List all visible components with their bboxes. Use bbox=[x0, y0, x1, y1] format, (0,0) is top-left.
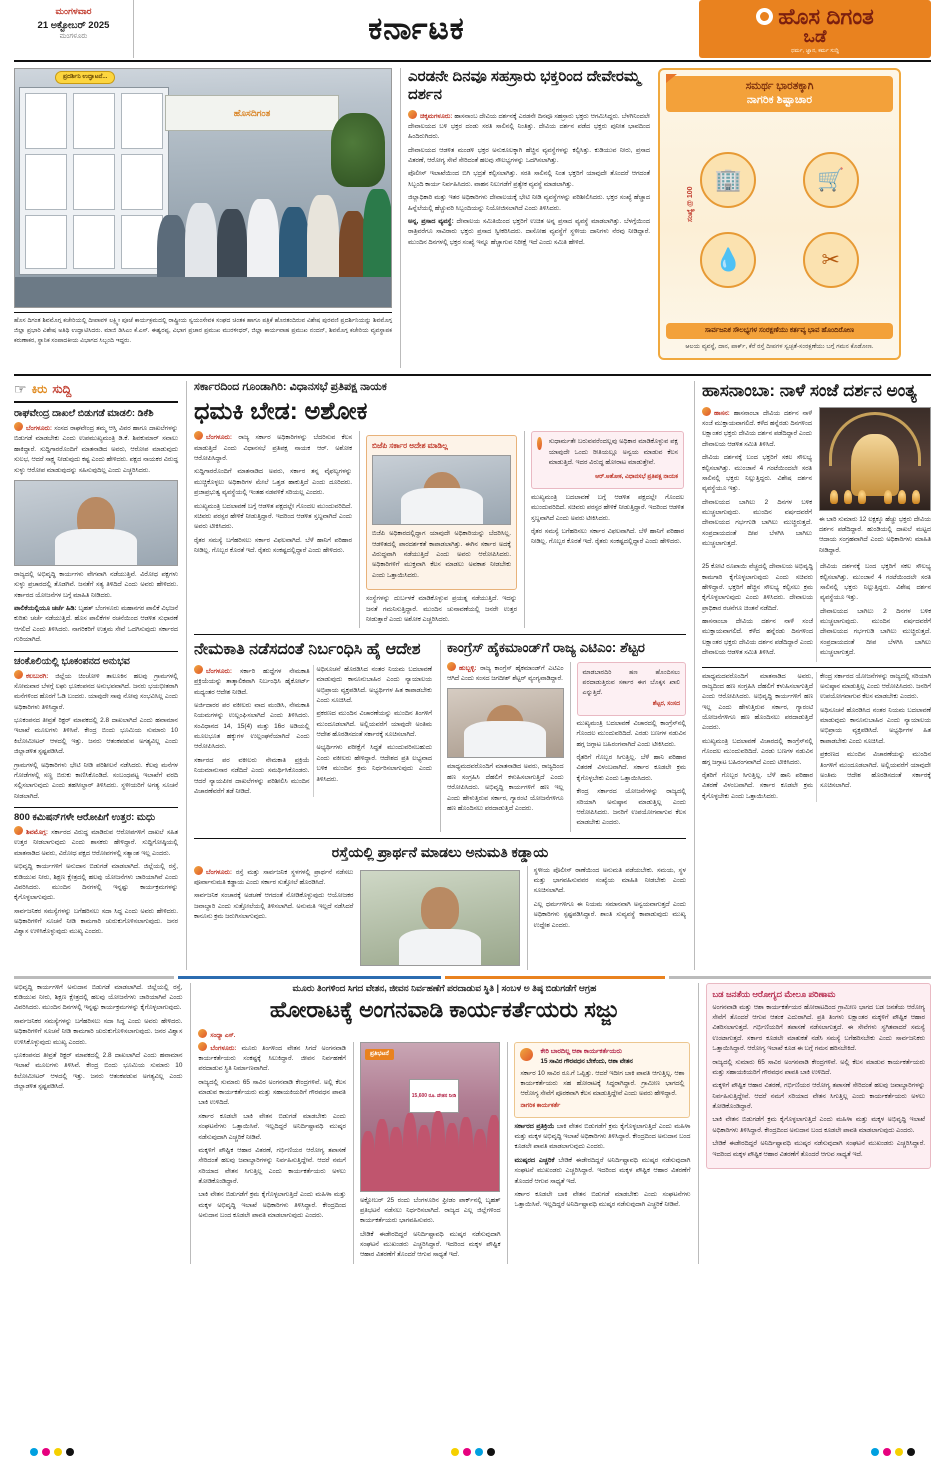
bench-icon: 🛒 bbox=[803, 152, 859, 208]
anganwadi-para-6: ಬೇಡಿಕೆ ಈಡೇರದಿದ್ದರೆ ಅನಿರ್ದಿಷ್ಟಾವಧಿ ಮುಷ್ಕರ ನಡೆಸುವುದಾಗಿ ಸಂಘಟನೆ ಮುಖಂಡರು ಎಚ್ಚರಿಸಿದ್ದಾರೆ. ಇದರಿಂದ ಮಕ್ಕಳ ಪೌಷ್ಟಿಕ ಆಹಾರ ವಿತರಣೆಗೆ ತೊಂದರೆ ಆಗುವ ಸಾಧ್ಯತೆ ಇದೆ. bbox=[359, 1230, 501, 1259]
health-impact-box bbox=[706, 983, 931, 1169]
congress-atm-story bbox=[440, 640, 686, 831]
congress-para-0: ರಾಜ್ಯ ಕಾಂಗ್ರೆಸ್ ಹೈಕಮಾಂಡ್‌ಗೆ ಎಟಿಎಂ ಆಗಿದೆ ಎಂದು ಸಂಸದ ಜಗದೀಶ್ ಶೆಟ್ಟರ್ ವ್ಯಂಗ್ಯವಾಡಿದ್ದಾರೆ. bbox=[447, 664, 564, 683]
bullet-icon bbox=[194, 431, 203, 440]
kiru-item-2-body: ಸರ್ಕಾರದ ವಿರುದ್ಧ ಮಾಡಿರುವ ಆರೋಪಗಳಿಗೆ ದಾಖಲೆ ಸಹಿತ ಉತ್ತರ ನೀಡಲಾಗುವುದು ಎಂದು ಶಾಸಕರು ಹೇಳಿದ್ದಾರೆ. ಸುದ್ದಿಗೋಷ್ಠಿಯಲ್ಲಿ ಮಾತನಾಡಿದ ಅವರು, ವಿರೋಧ ಪಕ್ಷದ ಆರೋಪಗಳಲ್ಲಿ ಸತ್ಯಾಂಶ ಇಲ್ಲ ಎಂದರು. bbox=[14, 829, 178, 857]
water-tap-icon: 💧 bbox=[700, 232, 756, 288]
temple-photo bbox=[819, 407, 931, 511]
nemakati-headline: ನೇಮಕಾತಿ ನಡೆಸದಂತೆ ನಿರ್ಬಂಧಿಸಿ ಹೈ ಆದೇಶ bbox=[194, 641, 421, 659]
main-kicker: ಸರ್ಕಾರದಿಂದ ಗೂಂಡಾಗಿರಿ: ವಿಧಾನಸಭೆ ಪ್ರತಿಪಕ್ಷ ನಾಯಕ bbox=[194, 381, 387, 393]
dotset-left bbox=[30, 1448, 74, 1456]
anganwadi-sub-body-1: ಬೇಡಿಕೆ ಈಡೇರದಿದ್ದರೆ ಅನಿರ್ದಿಷ್ಟಾವಧಿ ಮುಷ್ಕರ ನಡೆಸುವುದಾಗಿ ಸಂಘಟನೆ ಮುಖಂಡರು ಎಚ್ಚರಿಸಿದ್ದಾರೆ. ಇದರಿಂದ ಮಕ್ಕಳ ಪೌಷ್ಟಿಕ ಆಹಾರ ವಿತರಣೆಗೆ ತೊಂದರೆ ಆಗುವ ಸಾಧ್ಯತೆ ಇದೆ. bbox=[514, 1156, 691, 1185]
devi-byline: ಚಿಕ್ಕಮಗಳೂರು: bbox=[420, 112, 453, 120]
civic-ad[interactable] bbox=[658, 68, 901, 360]
health-box-head: ಬಡ ಜನತೆಯ ಆರೋಗ್ಯದ ಮೇಲೂ ಪರಿಣಾಮ bbox=[712, 988, 836, 999]
main-byline: ಬೆಂಗಳೂರು: bbox=[206, 434, 232, 442]
hasanamba-headline: ಹಾಸನಾಂಬಾ: ನಾಳೆ ಸಂಜೆ ದರ್ಶನ ಅಂತ್ಯ bbox=[702, 381, 917, 400]
kiru-item-1-body2: ಭೂಕಂಪನದ ತೀವ್ರತೆ ರಿಕ್ಟರ್ ಮಾಪಕದಲ್ಲಿ 2.8 ದಾಖಲಾಗಿದೆ ಎಂದು ಹವಾಮಾನ ಇಲಾಖೆ ಮೂಲಗಳು ತಿಳಿಸಿವೆ. ಕೇಂದ್ರ ಬಿಂದು ಭೂಮಿಯ ಸುಮಾರು 10 ಕಿಲೋಮೀಟರ್ ಆಳದಲ್ಲಿ ಇತ್ತು. ಜನರು ಆತಂಕಪಡುವ ಅಗತ್ಯವಿಲ್ಲ ಎಂದು ಜಿಲ್ಲಾಡಳಿತ ಸ್ಪಷ್ಟಪಡಿಸಿದೆ. bbox=[14, 717, 178, 756]
prayer-photo-col bbox=[360, 866, 519, 970]
main-quote-text: ಸುಧಾರ್ಮತೇ ಬರುವವರೆಂದಲ್ಲವು ಅಧಿಕಾರ ಮಾಡಿಕೊಳ್ಳುವ ಪಕ್ಷ ಯಾವುದೇ ಒಂದು ರೀತಿಯಲ್ಲೂ ಅನ್ವಯ ಮಾಡುವ ಕೆಲಸ ಮಾಡುತ್ತಿದೆ. ಇದರ ವಿರುದ್ಧ ಹೋರಾಟ ಮಾಡುತ್ತೇವೆ. bbox=[548, 438, 678, 467]
asha-box-lead: 15 ಸಾವಿರ ಗೌರವಧನ ಬೇಕೆಂದು, ಆಶಾ ವೇತನ bbox=[540, 1057, 633, 1065]
anganwadi-sub-body-0: ಬಾಕಿ ವೇತನ ಬಿಡುಗಡೆಗೆ ಕ್ರಮ ಕೈಗೊಳ್ಳಲಾಗುತ್ತಿದೆ ಎಂದು ಮಹಿಳಾ ಮತ್ತು ಮಕ್ಕಳ ಅಭಿವೃದ್ಧಿ ಇಲಾಖೆ ಅಧಿಕಾರಿಗಳು ತಿಳಿಸಿದ್ದಾರೆ. ಕೇಂದ್ರದಿಂದ ಅನುದಾನ ಬಂದ ಕೂಡಲೇ ಪಾವತಿ ಮಾಡಲಾಗುವುದು ಎಂದರು. bbox=[514, 1122, 691, 1151]
congress-byline: ಹುಬ್ಬಳ್ಳಿ: bbox=[459, 664, 477, 672]
nemakati-para-1: ಅರ್ಜಿದಾರರ ಪರ ವಕೀಲರು ವಾದ ಮಂಡಿಸಿ, ನೇಮಕಾತಿ ನಿಯಮಗಳನ್ನು ಉಲ್ಲಂಘಿಸಲಾಗಿದೆ ಎಂದು ತಿಳಿಸಿದರು. ಸಂವಿಧಾನದ 14, 15(4) ಮತ್ತು 16ರ ಅಡಿಯಲ್ಲಿ ಮೂಲಭೂತ ಹಕ್ಕುಗಳ ಉಲ್ಲಂಘನೆಯಾಗಿದೆ ಎಂದು ಆರೋಪಿಸಿದರು. bbox=[194, 701, 310, 751]
kiru-item-0-body2: ರಾಜ್ಯದಲ್ಲಿ ಅಭಿವೃದ್ಧಿ ಕಾರ್ಯಗಳು ವೇಗವಾಗಿ ನಡೆಯುತ್ತಿವೆ. ವಿರೋಧ ಪಕ್ಷಗಳು ಸುಳ್ಳು ಪ್ರಚಾರದಲ್ಲಿ ತೊಡಗಿವೆ. ಜನತೆಗೆ ಸತ್ಯ ತಿಳಿದಿದೆ ಎಂದು ಅವರು ಹೇಳಿದರು. ಸರ್ಕಾರದ ಯೋಜನೆಗಳ ಬಗ್ಗೆ ಮಾಹಿತಿ ನೀಡಿದರು. bbox=[14, 570, 178, 599]
hasanamba-col-2 bbox=[819, 407, 931, 560]
advertisement-column bbox=[658, 68, 901, 368]
photo-tag: ಪ್ರತಿಭಟನೆ bbox=[365, 1049, 394, 1060]
devi-para-0: ಹಾಸನಾಂಬ ದೇವಿಯ ದರ್ಶನಕ್ಕೆ ಎರಡನೇ ದಿನವೂ ಸಹಸ್ರಾರು ಭಕ್ತರು ಆಗಮಿಸಿದ್ದರು. ಬೆಳಗಿನಿಂದಲೇ ದೇವಾಲಯದ ಬಳಿ ಭಕ್ತರ ದಂಡು ಸರತಿ ಸಾಲಿನಲ್ಲಿ ನಿಂತಿತ್ತು. ದೇವಿಯ ದರ್ಶನ ಪಡೆದ ಭಕ್ತರು ಪುನೀತ ಭಾವದಿಂದ ಹಿಂದಿರುಗಿದರು. bbox=[408, 112, 650, 141]
hasanamba-extra-3: ಕೇಂದ್ರ ಸರ್ಕಾರದ ಯೋಜನೆಗಳನ್ನು ರಾಜ್ಯದಲ್ಲಿ ಸರಿಯಾಗಿ ಅನುಷ್ಠಾನ ಮಾಡುತ್ತಿಲ್ಲ ಎಂದು ಆರೋಪಿಸಿದರು. ಜನರಿಗೆ ಉಪಯೋಗವಾಗುವ ಕೆಲಸ ಮಾಡಬೇಕು ಎಂದರು. bbox=[820, 672, 931, 701]
photo-caption: ಹೊಸ ದಿಗಂತ ಶಿವಮೊಗ್ಗ ಕಚೇರಿಯಲ್ಲಿ ದೀಪಾವಳಿ ಲಕ್ಷ್ಮೀ ಪೂಜೆ ಕಾರ್ಯಕ್ರಮದಲ್ಲಿ ರಾಷ್ಟ್ರೀಯ ಸ್ವಯಂಸೇವಕ ಸಂಘದ ಚಿಂತಕ ಹಾಗೂ ಪತ್ರಿಕೆ ಹೊರತಂದಿರುವ ವಿಶೇಷ ಪುರವಣಿ ಪ್ರದರ್ಶಿನಿಯನ್ನು ಶಿವಮೊಗ್ಗ ಜಿಲ್ಲಾ ಪ್ರಭಾರಿ ವಿಶೇಷ ಅತಿಥಿ ಉದ್ಘಾಟಿಸಿದರು. ಮಾಜಿ ಡಿಸಿಎಂ ಕೆ.ಎಸ್. ಈಶ್ವರಪ್ಪ, ವಿಭಾಗ ಪ್ರಚಾರ ಪ್ರಮುಖ ಮುರಳೀಧರ್, ಜಿಲ್ಲಾ ಕಾರ್ಯವಾಹ ಪ್ರಮುಖ ನಂದನ್, ಶಿವಮೊಗ್ಗ ಕಚೇರಿಯ ವ್ಯವಸ್ಥಾಪಕ ಕರುಣಾಕರ, ಸ್ಥಾನಿಕ ಸಂಪಾದಕೀಯ ವಿಭಾಗದ ಸಿಬ್ಬಂದಿ ಇದ್ದರು. bbox=[14, 312, 392, 345]
shettar-photo bbox=[447, 688, 564, 758]
hasanamba-extra-2: ರೈತರಿಗೆ ಗೊಬ್ಬರ ಸಿಗುತ್ತಿಲ್ಲ. ಬೆಳೆ ಹಾನಿ ಪರಿಹಾರ ವಿತರಣೆ ವಿಳಂಬವಾಗಿದೆ. ಸರ್ಕಾರ ಕೂಡಲೇ ಕ್ರಮ ಕೈಗೊಳ್ಳಬೇಕು ಎಂದು ಒತ್ತಾಯಿಸಿದರು. bbox=[702, 771, 813, 800]
brand-logo[interactable] bbox=[699, 0, 931, 58]
kiru-item-2 bbox=[14, 812, 178, 938]
hasanamba-para-0b: ಹಾಸನಾಂಬಾ ದೇವಿಯ ದರ್ಶನ ನಾಳೆ ಸಂಜೆ ಮುಕ್ತಾಯವಾಗಲಿದೆ. ಕಳೆದ ಹನ್ನೆರಡು ದಿನಗಳಿಂದ ಲಕ್ಷಾಂತರ ಭಕ್ತರು ದೇವಿಯ ದರ್ಶನ ಪಡೆದಿದ್ದಾರೆ ಎಂದು ದೇವಾಲಯ ಆಡಳಿತ ಸಮಿತಿ ತಿಳಿಸಿದೆ. bbox=[702, 618, 813, 657]
hasanamba-para-0: ಹಾಸನಾಂಬಾ ದೇವಿಯ ದರ್ಶನ ನಾಳೆ ಸಂಜೆ ಮುಕ್ತಾಯವಾಗಲಿದೆ. ಕಳೆದ ಹನ್ನೆರಡು ದಿನಗಳಿಂದ ಲಕ್ಷಾಂತರ ಭಕ್ತರು ದೇವಿಯ ದರ್ಶನ ಪಡೆದಿದ್ದಾರೆ ಎಂದು ದೇವಾಲಯ ಆಡಳಿತ ಸಮಿತಿ ತಿಳಿಸಿದೆ. bbox=[702, 409, 812, 448]
dotset-right bbox=[871, 1448, 915, 1456]
main-text-col-2 bbox=[359, 431, 517, 628]
kiru-item-0-subhead: ಪಾಲಿಕೆಯಲ್ಲಿಯೂ ಚರ್ಚೆ ಹಿಡಿ: bbox=[14, 605, 77, 612]
anganwadi-para-3: ಮಕ್ಕಳಿಗೆ ಪೌಷ್ಟಿಕ ಆಹಾರ ವಿತರಣೆ, ಗರ್ಭಿಣಿಯರ ಆರೋಗ್ಯ ತಪಾಸಣೆ ಸೇರಿದಂತೆ ಹಲವು ಜವಾಬ್ದಾರಿಗಳನ್ನು ನಿರ್ವಹಿಸುತ್ತಿದ್ದೇವೆ. ಆದರೆ ನಮಗೆ ಸರಿಯಾದ ವೇತನ ಸಿಗುತ್ತಿಲ್ಲ ಎಂದು ಕಾರ್ಯಕರ್ತೆಯರು ಅಳಲು ತೋಡಿಕೊಂಡಿದ್ದಾರೆ. bbox=[198, 1146, 346, 1186]
hasanamba-para-3: ದೇವಾಲಯದ ಬಾಗಿಲು 2 ದಿನಗಳ ಬಳಿಕ ಮುಚ್ಚಲಾಗುವುದು. ಮುಂದಿನ ವರ್ಷದವರೆಗೆ ದೇವಾಲಯದ ಗರ್ಭಗುಡಿ ಬಾಗಿಲು ಮುಚ್ಚಿರುತ್ತದೆ. ಸಂಪ್ರದಾಯದಂತೆ ದೀಪ ಬೆಳಗಿಸಿ ಬಾಗಿಲು ಮುಚ್ಚಲಾಗುತ್ತದೆ. bbox=[702, 498, 812, 548]
protest-photo bbox=[360, 1042, 501, 1192]
main-para-dup-3: ರೈತರ ಸಮಸ್ಯೆ ಬಗೆಹರಿಸಲು ಸರ್ಕಾರ ವಿಫಲವಾಗಿದೆ. ಬೆಳೆ ಹಾನಿಗೆ ಪರಿಹಾರ ನೀಡಿಲ್ಲ. ಗೊಬ್ಬರ ಕೊರತೆ ಇದೆ. ರೈತರು ಸಂಕಷ್ಟದಲ್ಲಿದ್ದಾರೆ ಎಂದು ಹೇಳಿದರು. bbox=[531, 527, 684, 546]
bjp-box-head: ಬಿಜೆಪಿ ಸರ್ಕಾರ ಅದೇಶ ಮಾಡಿಲ್ಲ bbox=[372, 441, 448, 451]
brand-tagline: ಧರ್ಮ, ಜ್ಞಾನ, ಕರ್ಮ ಸುದ್ದಿ bbox=[790, 47, 839, 54]
anganwadi-para-2: ಸರ್ಕಾರ ಕೂಡಲೇ ಬಾಕಿ ವೇತನ ಬಿಡುಗಡೆ ಮಾಡಬೇಕು ಎಂದು ಸಂಘಟನೆಗಳು ಒತ್ತಾಯಿಸಿವೆ. ಇಲ್ಲದಿದ್ದರೆ ಅನಿರ್ದಿಷ್ಟಾವಧಿ ಮುಷ್ಕರ ನಡೆಸುವುದಾಗಿ ಎಚ್ಚರಿಕೆ ನೀಡಿವೆ. bbox=[198, 1112, 346, 1141]
anganwadi-para-7: ಸರ್ಕಾರ ಕೂಡಲೇ ಬಾಕಿ ವೇತನ ಬಿಡುಗಡೆ ಮಾಡಬೇಕು ಎಂದು ಸಂಘಟನೆಗಳು ಒತ್ತಾಯಿಸಿವೆ. ಇಲ್ಲದಿದ್ದರೆ ಅನಿರ್ದಿಷ್ಟಾವಧಿ ಮುಷ್ಕರ ನಡೆಸುವುದಾಗಿ ಎಚ್ಚರಿಕೆ ನೀಡಿವೆ. bbox=[514, 1190, 691, 1209]
hasanamba-extra-1: ಮುಖ್ಯಮಂತ್ರಿ ಬದಲಾವಣೆ ವಿಚಾರದಲ್ಲಿ ಕಾಂಗ್ರೆಸ್‌ನಲ್ಲಿ ಗೊಂದಲ ಮುಂದುವರಿದಿದೆ. ಎರಡು ಬಣಗಳ ನಡುವಿನ ಹಗ್ಗ ಜಗ್ಗಾಟ ಬಹಿರಂಗವಾಗಿದೆ ಎಂದು ಟೀಕಿಸಿದರು. bbox=[702, 737, 813, 766]
health-box-extra-2: ಬಾಕಿ ವೇತನ ಬಿಡುಗಡೆಗೆ ಕ್ರಮ ಕೈಗೊಳ್ಳಲಾಗುತ್ತಿದೆ ಎಂದು ಮಹಿಳಾ ಮತ್ತು ಮಕ್ಕಳ ಅಭಿವೃದ್ಧಿ ಇಲಾಖೆ ಅಧಿಕಾರಿಗಳು ತಿಳಿಸಿದ್ದಾರೆ. ಕೇಂದ್ರದಿಂದ ಅನುದಾನ ಬಂದ ಕೂಡಲೇ ಪಾವತಿ ಮಾಡಲಾಗುವುದು ಎಂದರು. bbox=[712, 1116, 925, 1134]
ad-icon-grid bbox=[666, 152, 893, 288]
broom-icon: ✂ bbox=[803, 232, 859, 288]
pointing-hand-icon: ☞ bbox=[14, 381, 27, 397]
anganwadi-para-5: ಅಕ್ಟೋಬರ್ 25 ರಂದು ಬೆಂಗಳೂರಿನ ಫ್ರೀಡಂ ಪಾರ್ಕ್‌ನಲ್ಲಿ ಬೃಹತ್ ಪ್ರತಿಭಟನೆ ನಡೆಸಲು ನಿರ್ಧರಿಸಲಾಗಿದೆ. ರಾಜ್ಯದ ಎಲ್ಲ ಜಿಲ್ಲೆಗಳಿಂದ ಕಾರ್ಯಕರ್ತೆಯರು ಭಾಗವಹಿಸುವರು. bbox=[359, 1196, 501, 1225]
page-title: ಕರ್ನಾಟಕ bbox=[368, 10, 465, 46]
nemakati-para-4: ಪ್ರಕರಣದ ಮುಂದಿನ ವಿಚಾರಣೆಯನ್ನು ಮುಂದಿನ ತಿಂಗಳಿಗೆ ಮುಂದೂಡಲಾಗಿದೆ. ಅಲ್ಲಿಯವರೆಗೆ ಯಾವುದೇ ಅಂತಿಮ ಆದೇಶ ಹೊರಡಿಸದಂತೆ ಸರ್ಕಾರಕ್ಕೆ ಸೂಚಿಸಲಾಗಿದೆ. bbox=[316, 710, 432, 739]
hasanamba-para-1: ದೇವಿಯ ದರ್ಶನಕ್ಕೆ ಬಂದ ಭಕ್ತರಿಗೆ ಸಕಲ ಸೌಲಭ್ಯ ಕಲ್ಪಿಸಲಾಗಿತ್ತು. ಮುಂಜಾನೆ 4 ಗಂಟೆಯಿಂದಲೇ ಸರತಿ ಸಾಲಿನಲ್ಲಿ ಭಕ್ತರು ನಿಲ್ಲುತ್ತಿದ್ದರು. ವಿಶೇಷ ದರ್ಶನ ವ್ಯವಸ್ಥೆಯೂ ಇತ್ತು. bbox=[702, 454, 812, 493]
kiru-item-0-head: ರಾಘವೇಂದ್ರ ದಾಖಲೆ ಬಿಡುಗಡೆ ಮಾಡಲಿ: ಡಿಕೆಶಿ bbox=[14, 408, 154, 419]
nemakati-story bbox=[194, 640, 432, 831]
kiru-suddi-column bbox=[14, 381, 178, 970]
nemakati-para-5: ಅಭ್ಯರ್ಥಿಗಳು ಪರೀಕ್ಷೆಗೆ ಸಿದ್ಧತೆ ಮುಂದುವರಿಸಬಹುದು ಎಂದು ವಕೀಲರು ಹೇಳಿದ್ದಾರೆ. ಆದೇಶದ ಪ್ರತಿ ಲಭ್ಯವಾದ ಬಳಿಕ ಮುಂದಿನ ಕ್ರಮ ನಿರ್ಧರಿಸಲಾಗುವುದು ಎಂದು ತಿಳಿಸಿದರು. bbox=[316, 744, 432, 783]
kiru-item-2-byline: ಶಿವಮೊಗ್ಗ: bbox=[26, 829, 48, 836]
hasanamba-extra-4: ಅಧಿಸೂಚನೆ ಹೊರಡಿಸಿದ ನಂತರ ನಿಯಮ ಬದಲಾವಣೆ ಮಾಡುವುದು ಕಾನೂನುಬಾಹಿರ ಎಂದು ನ್ಯಾಯಾಲಯ ಅಭಿಪ್ರಾಯ ವ್ಯಕ್ತಪಡಿಸಿದೆ. ಅಭ್ಯರ್ಥಿಗಳ ಹಿತ ಕಾಪಾಡಬೇಕು ಎಂದು ಸೂಚಿಸಿದೆ. bbox=[820, 706, 931, 745]
main-text-col-3 bbox=[524, 431, 684, 628]
kiru-item-1-head: ಚಂಕೊಲಿಯಲ್ಲಿ ಭೂಕಂಪನದ ಅನುಭವ bbox=[14, 655, 130, 667]
bullet-icon bbox=[194, 866, 203, 875]
devi-sub-head: ಅನ್ನ, ಪ್ರಸಾದ ವ್ಯವಸ್ಥೆ: bbox=[408, 217, 454, 225]
anganwadi-photo-col bbox=[353, 1042, 501, 1264]
devi-headline: ಎರಡನೇ ದಿನವೂ ಸಹಸ್ರಾರು ಭಕ್ತರಿಂದ ದೇವೇರಮ್ಮ ದರ್ಶನ bbox=[408, 68, 641, 104]
main-para-dup-2: ಮುಖ್ಯಮಂತ್ರಿ ಬದಲಾವಣೆ ಬಗ್ಗೆ ಆಡಳಿತ ಪಕ್ಷದಲ್ಲೇ ಗೊಂದಲ ಮುಂದುವರಿದಿದೆ. ಸಚಿವರು ಪರಸ್ಪರ ಹೇಳಿಕೆ ನೀಡುತ್ತಿದ್ದಾರೆ. ಇದರಿಂದ ಆಡಳಿತ ಸ್ತಬ್ಧವಾಗಿದೆ ಎಂದು ಅವರು ಟೀಕಿಸಿದರು. bbox=[531, 493, 684, 522]
ad-footer bbox=[666, 323, 893, 352]
prayer-story bbox=[194, 844, 686, 970]
hasanamba-col-1 bbox=[702, 407, 812, 560]
placard-text: 15,600 ರೂ. ವೇತನ ನೀಡಿ bbox=[411, 1092, 457, 1099]
congress-para-2: ಮುಖ್ಯಮಂತ್ರಿ ಬದಲಾವಣೆ ವಿಚಾರದಲ್ಲಿ ಕಾಂಗ್ರೆಸ್‌ನಲ್ಲಿ ಗೊಂದಲ ಮುಂದುವರಿದಿದೆ. ಎರಡು ಬಣಗಳ ನಡುವಿನ ಹಗ್ಗ ಜಗ್ಗಾಟ ಬಹಿರಂಗವಾಗಿದೆ ಎಂದು ಟೀಕಿಸಿದರು. bbox=[576, 719, 686, 748]
nemakati-para-2: ಸರ್ಕಾರದ ಪರ ವಕೀಲರು ನೇಮಕಾತಿ ಪ್ರಕ್ರಿಯೆ ನಿಯಮಾನುಸಾರ ನಡೆದಿದೆ ಎಂದು ಸಮರ್ಥಿಸಿಕೊಂಡರು. ಆದರೆ ನ್ಯಾಯಪೀಠ ದಾಖಲೆಗಳನ್ನು ಪರಿಶೀಲಿಸಿ ಮುಂದಿನ ವಿಚಾರಣೆವರೆಗೆ ತಡೆ ನೀಡಿದೆ. bbox=[194, 756, 310, 795]
kiru-item-0-body: ಸಂಸದ ರಾಘವೇಂದ್ರ ತಮ್ಮ ಆಸ್ತಿ ವಿವರ ಹಾಗೂ ದಾಖಲೆಗಳನ್ನು ಬಿಡುಗಡೆ ಮಾಡಬೇಕು ಎಂದು ಉಪಮುಖ್ಯಮಂತ್ರಿ ಡಿ.ಕೆ. ಶಿವಕುಮಾರ್ ಸವಾಲು ಹಾಕಿದ್ದಾರೆ. ಸುದ್ದಿಗಾರರೊಂದಿಗೆ ಮಾತನಾಡಿದ ಅವರು, ಆರೋಪ ಮಾಡುವುದು ಸುಲಭ, ಆದರೆ ಸಾಕ್ಷ್ಯ ನೀಡುವುದು ಕಷ್ಟ ಎಂದು ಹೇಳಿದರು. ಪಕ್ಷದ ನಾಯಕರ ವಿರುದ್ಧ ಸುಳ್ಳು ಆರೋಪ ಮಾಡುವುದನ್ನು ಸಹಿಸುವುದಿಲ್ಲ ಎಂದು ಎಚ್ಚರಿಸಿದರು. bbox=[14, 425, 178, 474]
anganwadi-box-col bbox=[507, 1042, 690, 1264]
ad-foot-bar: ಸಾರ್ವಜನಿಕ ಸೌಲಭ್ಯಗಳ ಸಂರಕ್ಷಣೆಯು ಕರ್ತವ್ಯ ಭಾವ ಹೊಂದಿರೋಣ bbox=[666, 323, 893, 340]
prayer-para-3: ಎಲ್ಲ ಧರ್ಮಗಳಿಗೂ ಈ ನಿಯಮ ಸಮಾನವಾಗಿ ಅನ್ವಯವಾಗುತ್ತದೆ ಎಂದು ಅಧಿಕಾರಿಗಳು ಸ್ಪಷ್ಟಪಡಿಸಿದ್ದಾರೆ. ಶಾಂತಿ ಸುವ್ಯವಸ್ಥೆ ಕಾಪಾಡುವುದು ಮುಖ್ಯ ಉದ್ದೇಶ ಎಂದರು. bbox=[533, 900, 686, 929]
main-quote-attrib: ಆರ್.ಅಶೋಕ, ವಿಧಾನಸಭೆ ಪ್ರತಿಪಕ್ಷ ನಾಯಕ bbox=[595, 473, 678, 480]
ad-heading bbox=[666, 76, 893, 112]
building-icon: 🏢 bbox=[700, 152, 756, 208]
prayer-headline: ರಸ್ತೆಯಲ್ಲಿ ಪ್ರಾರ್ಥನೆ ಮಾಡಲು ಅನುಮತಿ ಕಡ್ಡಾಯ bbox=[331, 843, 549, 860]
anganwadi-sub-head-1: ಮುಷ್ಕರದ ಎಚ್ಚರಿಕೆ bbox=[514, 1156, 555, 1164]
congress-para-4: ಕೇಂದ್ರ ಸರ್ಕಾರದ ಯೋಜನೆಗಳನ್ನು ರಾಜ್ಯದಲ್ಲಿ ಸರಿಯಾಗಿ ಅನುಷ್ಠಾನ ಮಾಡುತ್ತಿಲ್ಲ ಎಂದು ಆರೋಪಿಸಿದರು. ಜನರಿಗೆ ಉಪಯೋಗವಾಗುವ ಕೆಲಸ ಮಾಡಬೇಕು ಎಂದರು. bbox=[576, 788, 686, 827]
photo-badge: ಪ್ರದರ್ಶಿನಿ ಉದ್ಘಾಟನೆ... bbox=[55, 71, 115, 84]
kiru-title-b: ಸುದ್ದಿ bbox=[52, 382, 72, 396]
asha-box-tag: ನಾಗರಿಕ ಕಾರ್ಯಕರ್ತೆ bbox=[520, 1102, 561, 1109]
masthead bbox=[14, 0, 931, 62]
center-column bbox=[186, 381, 686, 970]
congress-quote-text: ಮಾಡಬಾರದಿರಿ ಹಣ ಹೊಂದಿಸಲು ಪರದಾಡುತ್ತಿರುವ ಸರ್ಕಾರ ಈಗ ಬೊಕ್ಕಸ ಖಾಲಿ ಎನ್ನುತ್ತಿದೆ. bbox=[582, 668, 680, 696]
health-box-body: ಅಂಗನವಾಡಿ ಮತ್ತು ಆಶಾ ಕಾರ್ಯಕರ್ತೆಯರ ಹೋರಾಟದಿಂದ ಗ್ರಾಮೀಣ ಭಾಗದ ಬಡ ಜನತೆಯ ಆರೋಗ್ಯ ಸೇವೆಗೆ ತೊಂದರೆ ಆಗುವ ಆತಂಕ ಎದುರಾಗಿದೆ. ಪ್ರತಿ ತಿಂಗಳು ಲಕ್ಷಾಂತರ ಮಕ್ಕಳಿಗೆ ಪೌಷ್ಟಿಕ ಆಹಾರ ವಿತರಿಸಲಾಗುತ್ತದೆ. ಗರ್ಭಿಣಿಯರಿಗೆ ತಪಾಸಣೆ ನಡೆಸಲಾಗುತ್ತದೆ. ಈ ಸೇವೆಗಳು ಸ್ಥಗಿತವಾದರೆ ಸಮಸ್ಯೆ ಉಂಟಾಗುತ್ತದೆ. ಸರ್ಕಾರ ಕೂಡಲೇ ಮಾತುಕತೆ ನಡೆಸಿ ಸಮಸ್ಯೆ ಬಗೆಹರಿಸಬೇಕು ಎಂದು ಸಾರ್ವಜನಿಕರು ಒತ್ತಾಯಿಸಿದ್ದಾರೆ. ಆರೋಗ್ಯ ಇಲಾಖೆ ಕೂಡ ಈ ಬಗ್ಗೆ ಗಮನ ಹರಿಸಬೇಕಿದೆ. bbox=[712, 1003, 925, 1053]
logo-mark-icon bbox=[756, 8, 773, 25]
brand-name: ಹೊಸ ದಿಗಂತ bbox=[778, 3, 874, 29]
congress-headline: ಕಾಂಗ್ರೆಸ್ ಹೈಕಮಾಂಡ್‌ಗೆ ರಾಜ್ಯ ಎಟಿಎಂ: ಶೆಟ್ಟರ bbox=[447, 640, 645, 656]
hasanamba-para-3b: ದೇವಾಲಯದ ಬಾಗಿಲು 2 ದಿನಗಳ ಬಳಿಕ ಮುಚ್ಚಲಾಗುವುದು. ಮುಂದಿನ ವರ್ಷದವರೆಗೆ ದೇವಾಲಯದ ಗರ್ಭಗುಡಿ ಬಾಗಿಲು ಮುಚ್ಚಿರುತ್ತದೆ. ಸಂಪ್ರದಾಯದಂತೆ ದೀಪ ಬೆಳಗಿಸಿ ಬಾಗಿಲು ಮುಚ್ಚಲಾಗುತ್ತದೆ. bbox=[820, 607, 931, 657]
ad-head-line1: ಸಮರ್ಥ ಭಾರತಕ್ಕಾಗಿ bbox=[745, 80, 814, 92]
ad-head-line2: ನಾಗರಿಕ ಶಿಷ್ಟಾಚಾರ bbox=[746, 94, 813, 106]
print-registration-marks bbox=[0, 1448, 945, 1456]
kiru-item-2-body2: ಅಭಿವೃದ್ಧಿ ಕಾರ್ಯಗಳಿಗೆ ಅನುದಾನ ಬಿಡುಗಡೆ ಮಾಡಲಾಗಿದೆ. ಜಿಲ್ಲೆಯಲ್ಲಿ ರಸ್ತೆ, ಕುಡಿಯುವ ನೀರು, ಶಿಕ್ಷಣ ಕ್ಷೇತ್ರದಲ್ಲಿ ಹಲವು ಯೋಜನೆಗಳು ಜಾರಿಯಾಗಿವೆ ಎಂದು ವಿವರಿಸಿದರು. ಮುಂದಿನ ದಿನಗಳಲ್ಲಿ ಇನ್ನಷ್ಟು ಕಾರ್ಯಕ್ರಮಗಳನ್ನು ಕೈಗೊಳ್ಳಲಾಗುವುದು. bbox=[14, 863, 178, 902]
kiru-item-0 bbox=[14, 408, 178, 646]
kiru-item-2-body3: ಸಾರ್ವಜನಿಕರ ಸಮಸ್ಯೆಗಳನ್ನು ಬಗೆಹರಿಸಲು ಸದಾ ಸಿದ್ಧ ಎಂದು ಅವರು ಹೇಳಿದರು. ಅಧಿಕಾರಿಗಳಿಗೆ ಸೂಚನೆ ನೀಡಿ ಕಾಮಗಾರಿ ಚುರುಕುಗೊಳಿಸಲಾಗುವುದು. ಜನರ ವಿಶ್ವಾಸ ಉಳಿಸಿಕೊಳ್ಳುವುದು ಮುಖ್ಯ ಎಂದರು. bbox=[14, 907, 178, 936]
nemakati-para-0: ಸರ್ಕಾರಿ ಹುದ್ದೆಗಳ ನೇಮಕಾತಿ ಪ್ರಕ್ರಿಯೆಯನ್ನು ತಾತ್ಕಾಲಿಕವಾಗಿ ನಿರ್ಬಂಧಿಸಿ ಹೈಕೋರ್ಟ್ ಮಧ್ಯಂತರ ಆದೇಶ ನೀಡಿದೆ. bbox=[194, 667, 310, 696]
anganwadi-kicker: ಮೂರು ತಿಂಗಳಿಂದ ಸಿಗದ ವೇತನ, ಜೀವನ ನಿರ್ವಹಣೆಗೆ ಪರದಾಡುವ ಸ್ಥಿತಿ | ಸಂಬಳ ಅ ತಿಷ್ಠ ಬಿಡುಗಡೆಗೆ ಆಗ್ರಹ bbox=[292, 982, 597, 993]
main-text-col-1 bbox=[194, 431, 352, 628]
lead-photo-column bbox=[14, 68, 392, 368]
devi-para-3: ಜಿಲ್ಲಾಧಿಕಾರಿ ಮತ್ತು ಇತರ ಅಧಿಕಾರಿಗಳು ದೇವಾಲಯಕ್ಕೆ ಭೇಟಿ ನೀಡಿ ವ್ಯವಸ್ಥೆಗಳನ್ನು ಪರಿಶೀಲಿಸಿದರು. ಭಕ್ತರ ಸಂಖ್ಯೆ ಹೆಚ್ಚಾದ ಹಿನ್ನೆಲೆಯಲ್ಲಿ ಹೆಚ್ಚುವರಿ ಸಿಬ್ಬಂದಿಯನ್ನು ನಿಯೋಜಿಸಲಾಗಿದೆ ಎಂದು ತಿಳಿಸಿದರು. bbox=[408, 194, 650, 212]
crowd bbox=[361, 1083, 500, 1191]
bjp-box-body: ಬಿಜೆಪಿ ಅಧಿಕಾರದಲ್ಲಿದ್ದಾಗ ಯಾವುದೇ ಅಧಿಕಾರಿಯನ್ನು ಬೆದರಿಸಿಲ್ಲ. ಆಡಳಿತದಲ್ಲಿ ಪಾರದರ್ಶಕತೆ ಕಾಪಾಡಲಾಗಿತ್ತು. ಈಗಿನ ಸರ್ಕಾರ ಅದಕ್ಕೆ ವಿರುದ್ಧವಾಗಿ ನಡೆಯುತ್ತಿದೆ ಎಂದು ಅವರು ಆರೋಪಿಸಿದರು. ಅಧಿಕಾರಿಗಳಿಗೆ ಮುಕ್ತವಾಗಿ ಕೆಲಸ ಮಾಡಲು ಅವಕಾಶ ನೀಡಬೇಕು ಎಂದು ಒತ್ತಾಯಿಸಿದರು. bbox=[372, 530, 511, 579]
spill-para-1: ಸಾರ್ವಜನಿಕರ ಸಮಸ್ಯೆಗಳನ್ನು ಬಗೆಹರಿಸಲು ಸದಾ ಸಿದ್ಧ ಎಂದು ಅವರು ಹೇಳಿದರು. ಅಧಿಕಾರಿಗಳಿಗೆ ಸೂಚನೆ ನೀಡಿ ಕಾಮಗಾರಿ ಚುರುಕುಗೊಳಿಸಲಾಗುವುದು. ಜನರ ವಿಶ್ವಾಸ ಉಳಿಸಿಕೊಳ್ಳುವುದು ಮುಖ್ಯ ಎಂದರು. bbox=[14, 1017, 183, 1046]
asha-box-head: ಕೇರಿ ಬಾರದಿಲ್ಲ ಆಶಾ ಕಾರ್ಯಕರ್ತೆಯರು bbox=[540, 1047, 622, 1055]
two-story-row bbox=[194, 640, 686, 831]
bullet-icon bbox=[520, 1048, 533, 1061]
bullet-icon bbox=[408, 110, 417, 119]
health-box-column bbox=[698, 983, 931, 1264]
ad-side-text: ಸಂಖ್ಯೆ @ 100 bbox=[687, 186, 694, 222]
masthead-date: 21 ಅಕ್ಟೋಬರ್ 2025 bbox=[37, 20, 110, 31]
second-band bbox=[14, 374, 931, 970]
ad-foot-text: ಆಲಯ ವ್ಯವಸ್ಥೆ, ದಾನ, ಪಾರ್ಕ್, ಕೆರೆ ರಸ್ತೆ ದೀಪಗಳ ಸ್ವಚ್ಛತೆ-ಸಂರಕ್ಷಣೆಯು ಬಗ್ಗೆ ಗಮನ ಕೊಡೋಣ. bbox=[685, 343, 874, 351]
anganwadi-para-4: ಬಾಕಿ ವೇತನ ಬಿಡುಗಡೆಗೆ ಕ್ರಮ ಕೈಗೊಳ್ಳಲಾಗುತ್ತಿದೆ ಎಂದು ಮಹಿಳಾ ಮತ್ತು ಮಕ್ಕಳ ಅಭಿವೃದ್ಧಿ ಇಲಾಖೆ ಅಧಿಕಾರಿಗಳು ತಿಳಿಸಿದ್ದಾರೆ. ಕೇಂದ್ರದಿಂದ ಅನುದಾನ ಬಂದ ಕೂಡಲೇ ಪಾವತಿ ಮಾಡಲಾಗುವುದು ಎಂದರು. bbox=[198, 1191, 346, 1220]
devi-story bbox=[400, 68, 650, 368]
bottom-left-spill bbox=[14, 983, 182, 1264]
nemakati-para-3: ಅಧಿಸೂಚನೆ ಹೊರಡಿಸಿದ ನಂತರ ನಿಯಮ ಬದಲಾವಣೆ ಮಾಡುವುದು ಕಾನೂನುಬಾಹಿರ ಎಂದು ನ್ಯಾಯಾಲಯ ಅಭಿಪ್ರಾಯ ವ್ಯಕ್ತಪಡಿಸಿದೆ. ಅಭ್ಯರ್ಥಿಗಳ ಹಿತ ಕಾಪಾಡಬೇಕು ಎಂದು ಸೂಚಿಸಿದೆ. bbox=[316, 665, 432, 704]
bullet-icon bbox=[194, 665, 203, 674]
dk-shivakumar-photo bbox=[14, 480, 178, 566]
anganwadi-sub-head-0: ಸರ್ಕಾರದ ಪ್ರತಿಕ್ರಿಯೆ bbox=[514, 1122, 555, 1130]
stage-banner-text: ಹೊಸದಿಗಂತ bbox=[233, 107, 271, 118]
main-quote-box bbox=[531, 431, 684, 489]
main-para-3: ರೈತರ ಸಮಸ್ಯೆ ಬಗೆಹರಿಸಲು ಸರ್ಕಾರ ವಿಫಲವಾಗಿದೆ. ಬೆಳೆ ಹಾನಿಗೆ ಪರಿಹಾರ ನೀಡಿಲ್ಲ. ಗೊಬ್ಬರ ಕೊರತೆ ಇದೆ. ರೈತರು ಸಂಕಷ್ಟದಲ್ಲಿದ್ದಾರೆ ಎಂದು ಹೇಳಿದರು. bbox=[194, 536, 352, 555]
main-para-1: ಸುದ್ದಿಗಾರರೊಂದಿಗೆ ಮಾತನಾಡಿದ ಅವರು, ಸರ್ಕಾರ ತನ್ನ ವೈಫಲ್ಯಗಳನ್ನು ಮುಚ್ಚಿಕೊಳ್ಳಲು ಅಧಿಕಾರಿಗಳ ಮೇಲೆ ಒತ್ತಡ ಹಾಕುತ್ತಿದೆ ಎಂದು ದೂರಿದರು. ಪ್ರಜಾಪ್ರಭುತ್ವ ವ್ಯವಸ್ಥೆಯಲ್ಲಿ ಇಂತಹ ನಡವಳಿಕೆ ಸರಿಯಲ್ಲ ಎಂದರು. bbox=[194, 468, 352, 497]
kiru-item-0-body3: ಬೃಹತ್ ಬೆಂಗಳೂರು ಮಹಾನಗರ ಪಾಲಿಕೆ ವಿಭಜನೆ ಕುರಿತು ಚರ್ಚೆ ನಡೆಯುತ್ತಿದೆ. ಹೊಸ ಪಾಲಿಕೆಗಳ ರಚನೆಯಿಂದ ಆಡಳಿತ ಸುಧಾರಣೆ ಆಗಲಿದೆ ಎಂದು ತಿಳಿಸಿದರು. ನಾಗರಿಕರಿಗೆ ಉತ್ತಮ ಸೇವೆ ಒದಗಿಸುವುದು ಸರ್ಕಾರದ ಗುರಿಯಾಗಿದೆ. bbox=[14, 605, 179, 644]
anganwadi-col-1 bbox=[198, 1042, 346, 1264]
main-para-2: ಮುಖ್ಯಮಂತ್ರಿ ಬದಲಾವಣೆ ಬಗ್ಗೆ ಆಡಳಿತ ಪಕ್ಷದಲ್ಲೇ ಗೊಂದಲ ಮುಂದುವರಿದಿದೆ. ಸಚಿವರು ಪರಸ್ಪರ ಹೇಳಿಕೆ ನೀಡುತ್ತಿದ್ದಾರೆ. ಇದರಿಂದ ಆಡಳಿತ ಸ್ತಬ್ಧವಾಗಿದೆ ಎಂದು ಅವರು ಟೀಕಿಸಿದರು. bbox=[194, 502, 352, 531]
hasanamba-extra bbox=[702, 672, 931, 803]
hasanamba-extra-5: ಪ್ರಕರಣದ ಮುಂದಿನ ವಿಚಾರಣೆಯನ್ನು ಮುಂದಿನ ತಿಂಗಳಿಗೆ ಮುಂದೂಡಲಾಗಿದೆ. ಅಲ್ಲಿಯವರೆಗೆ ಯಾವುದೇ ಅಂತಿಮ ಆದೇಶ ಹೊರಡಿಸದಂತೆ ಸರ್ಕಾರಕ್ಕೆ ಸೂಚಿಸಲಾಗಿದೆ. bbox=[820, 751, 931, 790]
main-para-0: ರಾಜ್ಯ ಸರ್ಕಾರ ಅಧಿಕಾರಿಗಳನ್ನು ಬೆದರಿಸುವ ಕೆಲಸ ಮಾಡುತ್ತಿದೆ ಎಂದು ವಿಧಾನಸಭೆ ಪ್ರತಿಪಕ್ಷ ನಾಯಕ ಆರ್. ಅಶೋಕ ಆರೋಪಿಸಿದ್ದಾರೆ. bbox=[194, 434, 352, 463]
masthead-day: ಮಂಗಳವಾರ bbox=[55, 6, 92, 16]
anganwadi-para-1: ರಾಜ್ಯದಲ್ಲಿ ಸುಮಾರು 65 ಸಾವಿರ ಅಂಗನವಾಡಿ ಕೇಂದ್ರಗಳಿವೆ. ಅಲ್ಲಿ ಕೆಲಸ ಮಾಡುವ ಕಾರ್ಯಕರ್ತೆಯರು ಮತ್ತು ಸಹಾಯಕಿಯರಿಗೆ ಗೌರವಧನ ಪಾವತಿ ಬಾಕಿ ಉಳಿದಿದೆ. bbox=[198, 1078, 346, 1107]
bullet-icon bbox=[14, 670, 23, 679]
hasanamba-para-4: 25 ಕೋಟಿ ರೂಪಾಯಿ ವೆಚ್ಚದಲ್ಲಿ ದೇವಾಲಯ ಅಭಿವೃದ್ಧಿ ಕಾಮಗಾರಿ ಕೈಗೊಳ್ಳಲಾಗುವುದು ಎಂದು ಸಚಿವರು ಹೇಳಿದ್ದಾರೆ. ಭಕ್ತರಿಗೆ ಹೆಚ್ಚಿನ ಸೌಲಭ್ಯ ಕಲ್ಪಿಸಲು ಕ್ರಮ ಕೈಗೊಳ್ಳಲಾಗುವುದು ಎಂದು ತಿಳಿಸಿದರು. ದೇವಾಲಯ ಪ್ರಾಧಿಕಾರ ರಚನೆಗೂ ಚಿಂತನೆ ನಡೆದಿದೆ. bbox=[702, 563, 813, 612]
prayer-col-1 bbox=[194, 866, 353, 970]
hasanamba-byline: ಹಾಸನ: bbox=[714, 409, 730, 417]
hasanamba-column bbox=[694, 381, 931, 970]
kiru-item-2-head: 800 ಕಮಿಷನ್‌ಗಳೇ ಆರೋಪಿಗೆ ಉತ್ತರ: ಮಧು bbox=[14, 812, 156, 823]
devi-para-1: ದೇವಾಲಯದ ಆಡಳಿತ ಮಂಡಳಿ ಭಕ್ತರ ಅನುಕೂಲಕ್ಕಾಗಿ ಹೆಚ್ಚಿನ ವ್ಯವಸ್ಥೆಗಳನ್ನು ಕಲ್ಪಿಸಿತ್ತು. ಕುಡಿಯುವ ನೀರು, ಪ್ರಸಾದ ವಿತರಣೆ, ಆರೋಗ್ಯ ಸೇವೆ ಸೇರಿದಂತೆ ಹಲವು ಸೌಲಭ್ಯಗಳನ್ನು ಒದಗಿಸಲಾಗಿತ್ತು. bbox=[408, 146, 650, 165]
kiru-item-1-body: ಜಿಲ್ಲೆಯ ಚಿಂಚೋಳಿ ತಾಲೂಕಿನ ಹಲವು ಗ್ರಾಮಗಳಲ್ಲಿ ಸೋಮವಾರ ಬೆಳಗ್ಗೆ ಲಘು ಭೂಕಂಪನದ ಅನುಭವವಾಗಿದೆ. ಜನರು ಭಯಭೀತರಾಗಿ ಮನೆಗಳಿಂದ ಹೊರಗೆ ಓಡಿ ಬಂದರು. ಯಾವುದೇ ಸಾವು ನೋವು ಸಂಭವಿಸಿಲ್ಲ ಎಂದು ಅಧಿಕಾರಿಗಳು ತಿಳಿಸಿದ್ದಾರೆ. bbox=[14, 672, 179, 711]
prayer-col-3 bbox=[527, 866, 686, 970]
bottom-section bbox=[14, 983, 931, 1264]
quote-mark-icon bbox=[537, 437, 542, 450]
congress-para-3: ರೈತರಿಗೆ ಗೊಬ್ಬರ ಸಿಗುತ್ತಿಲ್ಲ. ಬೆಳೆ ಹಾನಿ ಪರಿಹಾರ ವಿತರಣೆ ವಿಳಂಬವಾಗಿದೆ. ಸರ್ಕಾರ ಕೂಡಲೇ ಕ್ರಮ ಕೈಗೊಳ್ಳಬೇಕು ಎಂದು ಒತ್ತಾಯಿಸಿದರು. bbox=[576, 754, 686, 782]
main-para-4: ಸಂಸ್ಥೆಗಳನ್ನು ದುರ್ಬಳಕೆ ಮಾಡಿಕೊಳ್ಳುವ ಪ್ರಯತ್ನ ನಡೆಯುತ್ತಿದೆ. ಇದನ್ನು ಜನತೆ ಗಮನಿಸುತ್ತಿದ್ದಾರೆ. ಮುಂದಿನ ಚುನಾವಣೆಯಲ್ಲಿ ಜನರೇ ಉತ್ತರ ನೀಡುತ್ತಾರೆ ಎಂದು ಅಶೋಕ ಎಚ್ಚರಿಸಿದರು. bbox=[366, 595, 517, 623]
section-separator bbox=[14, 976, 931, 979]
bullet-icon bbox=[447, 662, 456, 671]
congress-para-1: ಮಾಧ್ಯಮದವರೊಂದಿಗೆ ಮಾತನಾಡಿದ ಅವರು, ರಾಜ್ಯದಿಂದ ಹಣ ಸಂಗ್ರಹಿಸಿ ದೆಹಲಿಗೆ ಕಳುಹಿಸಲಾಗುತ್ತಿದೆ ಎಂದು ಆರೋಪಿಸಿದರು. ಅಭಿವೃದ್ಧಿ ಕಾರ್ಯಗಳಿಗೆ ಹಣ ಇಲ್ಲ ಎಂದು ಹೇಳುತ್ತಿರುವ ಸರ್ಕಾರ, ಗ್ಯಾರಂಟಿ ಯೋಜನೆಗಳಿಗೂ ಹಣ ಹೊಂದಿಸಲು ಪರದಾಡುತ್ತಿದೆ ಎಂದರು. bbox=[447, 763, 564, 812]
asha-box-body: ಸರ್ಕಾರ 10 ಸಾವಿರ ರೂ.ಗೆ ಒಪ್ಪಿತ್ತು. ಆದರೆ ಇದೀಗ ಬಾಕಿ ಪಾವತಿ ಆಗುತ್ತಿಲ್ಲ. ಆಶಾ ಕಾರ್ಯಕರ್ತೆಯರು ಸಹ ಹೋರಾಟಕ್ಕೆ ಸಿದ್ಧರಾಗಿದ್ದಾರೆ. ಗ್ರಾಮೀಣ ಭಾಗದಲ್ಲಿ ಆರೋಗ್ಯ ಸೇವೆಗೆ ಪೂರಕವಾಗಿ ಕೆಲಸ ಮಾಡುತ್ತಿದ್ದೇವೆ ಎಂದು ಅವರು ಹೇಳಿದ್ದಾರೆ. bbox=[520, 1069, 685, 1098]
prayer-para-1: ಸಾರ್ವಜನಿಕ ಸಂಚಾರಕ್ಕೆ ಅಡಚಣೆ ಆಗದಂತೆ ನೋಡಿಕೊಳ್ಳುವುದು ಆಯೋಜಕರ ಜವಾಬ್ದಾರಿ ಎಂದು ಸುತ್ತೋಲೆಯಲ್ಲಿ ತಿಳಿಸಲಾಗಿದೆ. ಅನುಮತಿ ಇಲ್ಲದೆ ನಡೆಸಿದರೆ ಕಾನೂನು ಕ್ರಮ ಜರುಗಿಸಲಾಗುವುದು. bbox=[194, 892, 354, 921]
asha-box bbox=[514, 1042, 690, 1118]
hasanamba-para-2: ಈ ಬಾರಿ ಸುಮಾರು 12 ಲಕ್ಷಕ್ಕೂ ಹೆಚ್ಚು ಭಕ್ತರು ದೇವಿಯ ದರ್ಶನ ಪಡೆದಿದ್ದಾರೆ. ಹುಂಡಿಯಲ್ಲಿ ದಾಖಲೆ ಮಟ್ಟದ ಆದಾಯ ಸಂಗ್ರಹವಾಗಿದೆ ಎಂದು ಅಧಿಕಾರಿಗಳು ಮಾಹಿತಿ ನೀಡಿದ್ದಾರೆ. bbox=[819, 515, 931, 554]
spill-para-2: ಭೂಕಂಪನದ ತೀವ್ರತೆ ರಿಕ್ಟರ್ ಮಾಪಕದಲ್ಲಿ 2.8 ದಾಖಲಾಗಿದೆ ಎಂದು ಹವಾಮಾನ ಇಲಾಖೆ ಮೂಲಗಳು ತಿಳಿಸಿವೆ. ಕೇಂದ್ರ ಬಿಂದು ಭೂಮಿಯ ಸುಮಾರು 10 ಕಿಲೋಮೀಟರ್ ಆಳದಲ್ಲಿ ಇತ್ತು. ಜನರು ಆತಂಕಪಡುವ ಅಗತ್ಯವಿಲ್ಲ ಎಂದು ಜಿಲ್ಲಾಡಳಿತ ಸ್ಪಷ್ಟಪಡಿಸಿದೆ. bbox=[14, 1051, 183, 1091]
bullet-icon bbox=[14, 422, 23, 431]
anganwadi-headline: ಹೋರಾಟಕ್ಕೆ ಅಂಗನವಾಡಿ ಕಾರ್ಯಕರ್ತೆಯರು ಸಜ್ಜು bbox=[269, 996, 620, 1022]
brand-subname: ಒಡೆ bbox=[803, 26, 827, 46]
top-block bbox=[14, 68, 931, 368]
hasanamba-para-1b: ದೇವಿಯ ದರ್ಶನಕ್ಕೆ ಬಂದ ಭಕ್ತರಿಗೆ ಸಕಲ ಸೌಲಭ್ಯ ಕಲ್ಪಿಸಲಾಗಿತ್ತು. ಮುಂಜಾನೆ 4 ಗಂಟೆಯಿಂದಲೇ ಸರತಿ ಸಾಲಿನಲ್ಲಿ ಭಕ್ತರು ನಿಲ್ಲುತ್ತಿದ್ದರು. ವಿಶೇಷ ದರ್ಶನ ವ್ಯವಸ್ಥೆಯೂ ಇತ್ತು. bbox=[820, 563, 931, 602]
kiru-item-0-byline: ಬೆಂಗಳೂರು: bbox=[26, 425, 52, 432]
main-story bbox=[187, 381, 686, 970]
prayer-para-2: ಸ್ಥಳೀಯ ಪೊಲೀಸ್ ಠಾಣೆಯಿಂದ ಅನುಮತಿ ಪಡೆಯಬೇಕು. ಸಮಯ, ಸ್ಥಳ ಮತ್ತು ಭಾಗವಹಿಸುವವರ ಸಂಖ್ಯೆಯ ಮಾಹಿತಿ ನೀಡಬೇಕು ಎಂದು ಸೂಚಿಸಲಾಗಿದೆ. bbox=[533, 866, 686, 895]
devi-para-2: ಪೊಲೀಸ್ ಇಲಾಖೆಯಿಂದ ಬಿಗಿ ಭದ್ರತೆ ಕಲ್ಪಿಸಲಾಗಿತ್ತು. ಸರತಿ ಸಾಲಿನಲ್ಲಿ ನಿಂತ ಭಕ್ತರಿಗೆ ಯಾವುದೇ ತೊಂದರೆ ಆಗದಂತೆ ಸಿಬ್ಬಂದಿ ಕಾರ್ಯ ನಿರ್ವಹಿಸಿದರು. ವಾಹನ ನಿಲುಗಡೆಗೆ ಪ್ರತ್ಯೇಕ ವ್ಯವಸ್ಥೆ ಮಾಡಲಾಗಿತ್ತು. bbox=[408, 170, 650, 188]
anganwadi-byline: ಬೆಂಗಳೂರು: bbox=[210, 1044, 237, 1052]
hasanamba-extra-0: ಮಾಧ್ಯಮದವರೊಂದಿಗೆ ಮಾತನಾಡಿದ ಅವರು, ರಾಜ್ಯದಿಂದ ಹಣ ಸಂಗ್ರಹಿಸಿ ದೆಹಲಿಗೆ ಕಳುಹಿಸಲಾಗುತ್ತಿದೆ ಎಂದು ಆರೋಪಿಸಿದರು. ಅಭಿವೃದ್ಧಿ ಕಾರ್ಯಗಳಿಗೆ ಹಣ ಇಲ್ಲ ಎಂದು ಹೇಳುತ್ತಿರುವ ಸರ್ಕಾರ, ಗ್ಯಾರಂಟಿ ಯೋಜನೆಗಳಿಗೂ ಹಣ ಹೊಂದಿಸಲು ಪರದಾಡುತ್ತಿದೆ ಎಂದರು. bbox=[702, 672, 813, 732]
stage-banner bbox=[165, 95, 339, 131]
bullet-icon bbox=[14, 826, 23, 835]
congress-quote-box bbox=[577, 662, 687, 716]
kiru-item-1 bbox=[14, 656, 178, 803]
masthead-date-block bbox=[14, 0, 134, 58]
exhibition-board bbox=[19, 87, 169, 275]
dotset-center bbox=[451, 1448, 495, 1456]
health-box-extra-0: ರಾಜ್ಯದಲ್ಲಿ ಸುಮಾರು 65 ಸಾವಿರ ಅಂಗನವಾಡಿ ಕೇಂದ್ರಗಳಿವೆ. ಅಲ್ಲಿ ಕೆಲಸ ಮಾಡುವ ಕಾರ್ಯಕರ್ತೆಯರು ಮತ್ತು ಸಹಾಯಕಿಯರಿಗೆ ಗೌರವಧನ ಪಾವತಿ ಬಾಕಿ ಉಳಿದಿದೆ. bbox=[712, 1058, 925, 1076]
prayer-byline: ಬೆಂಗಳೂರು: bbox=[206, 868, 232, 876]
kiru-suddi-header bbox=[14, 381, 178, 403]
health-box-extra-3: ಬೇಡಿಕೆ ಈಡೇರದಿದ್ದರೆ ಅನಿರ್ದಿಷ್ಟಾವಧಿ ಮುಷ್ಕರ ನಡೆಸುವುದಾಗಿ ಸಂಘಟನೆ ಮುಖಂಡರು ಎಚ್ಚರಿಸಿದ್ದಾರೆ. ಇದರಿಂದ ಮಕ್ಕಳ ಪೌಷ್ಟಿಕ ಆಹಾರ ವಿತರಣೆಗೆ ತೊಂದರೆ ಆಗುವ ಸಾಧ್ಯತೆ ಇದೆ. bbox=[712, 1140, 925, 1158]
congress-quote-attrib: ಶೆಟ್ಟರ, ಸಂಸದ bbox=[652, 700, 680, 707]
bullet-icon bbox=[702, 407, 711, 416]
ashoka-photo bbox=[372, 455, 511, 525]
bullet-icon bbox=[198, 1042, 207, 1051]
main-headline: ಧಮಕಿ ಬೇಡ: ಅಶೋಕ bbox=[194, 398, 368, 425]
section-title-wrap bbox=[134, 0, 699, 58]
masthead-city: ಮಂಗಳೂರು bbox=[59, 33, 88, 40]
kiru-title-a: ಕಿರು bbox=[31, 382, 48, 396]
flag-icon bbox=[666, 74, 677, 83]
nemakati-byline: ಬೆಂಗಳೂರು: bbox=[206, 667, 232, 675]
prayer-para-0: ರಸ್ತೆ ಮತ್ತು ಸಾರ್ವಜನಿಕ ಸ್ಥಳಗಳಲ್ಲಿ ಪ್ರಾರ್ಥನೆ ನಡೆಸಲು ಪೂರ್ವಾನುಮತಿ ಕಡ್ಡಾಯ ಎಂದು ಸರ್ಕಾರ ಸುತ್ತೋಲೆ ಹೊರಡಿಸಿದೆ. bbox=[194, 868, 354, 887]
devi-sub-body: ದೇವಾಲಯ ಸಮಿತಿಯಿಂದ ಭಕ್ತರಿಗೆ ಉಚಿತ ಅನ್ನ ಪ್ರಸಾದ ವ್ಯವಸ್ಥೆ ಮಾಡಲಾಗಿತ್ತು. ಬೆಳಗ್ಗೆಯಿಂದ ರಾತ್ರಿವರೆಗೂ ಸಾವಿರಾರು ಭಕ್ತರು ಪ್ರಸಾದ ಸ್ವೀಕರಿಸಿದರು. ದಾಸೋಹ ವ್ಯವಸ್ಥೆಗೆ ಸ್ಥಳೀಯ ದಾನಿಗಳು ನೆರವು ನೀಡಿದ್ದಾರೆ. ಮುಂದಿನ ದಿನಗಳಲ್ಲಿ ಭಕ್ತರ ಸಂಖ್ಯೆ ಇನ್ನೂ ಹೆಚ್ಚಾಗುವ ನಿರೀಕ್ಷೆ ಇದೆ ಎಂದು ಸಮಿತಿ ಹೇಳಿದೆ. bbox=[408, 217, 650, 246]
anganwadi-story bbox=[190, 983, 690, 1264]
official-photo bbox=[360, 870, 519, 966]
bjp-box bbox=[366, 435, 517, 590]
bullet-icon bbox=[198, 1029, 207, 1038]
photo-floor bbox=[15, 277, 391, 307]
lead-photo bbox=[14, 68, 392, 308]
kiru-item-1-byline: ಕಲಬುರಗಿ: bbox=[26, 672, 49, 680]
kiru-item-1-body3: ಗ್ರಾಮಗಳಲ್ಲಿ ಅಧಿಕಾರಿಗಳು ಭೇಟಿ ನೀಡಿ ಪರಿಶೀಲನೆ ನಡೆಸಿದರು. ಕೆಲವು ಮನೆಗಳ ಗೋಡೆಗಳಲ್ಲಿ ಸಣ್ಣ ಬಿರುಕು ಕಾಣಿಸಿಕೊಂಡಿದೆ. ಸಂಬಂಧಪಟ್ಟ ಇಲಾಖೆಗೆ ವರದಿ ಸಲ್ಲಿಸಲಾಗುವುದು ಎಂದು ತಹಸೀಲ್ದಾರ್ ತಿಳಿಸಿದರು. ಸ್ಥಳೀಯರಿಗೆ ಅಗತ್ಯ ಸೂಚನೆ ನೀಡಲಾಗಿದೆ. bbox=[14, 761, 178, 800]
spill-para-0: ಅಭಿವೃದ್ಧಿ ಕಾರ್ಯಗಳಿಗೆ ಅನುದಾನ ಬಿಡುಗಡೆ ಮಾಡಲಾಗಿದೆ. ಜಿಲ್ಲೆಯಲ್ಲಿ ರಸ್ತೆ, ಕುಡಿಯುವ ನೀರು, ಶಿಕ್ಷಣ ಕ್ಷೇತ್ರದಲ್ಲಿ ಹಲವು ಯೋಜನೆಗಳು ಜಾರಿಯಾಗಿವೆ ಎಂದು ವಿವರಿಸಿದರು. ಮುಂದಿನ ದಿನಗಳಲ್ಲಿ ಇನ್ನಷ್ಟು ಕಾರ್ಯಕ್ರಮಗಳನ್ನು ಕೈಗೊಳ್ಳಲಾಗುವುದು. bbox=[14, 983, 183, 1012]
health-box-extra-1: ಮಕ್ಕಳಿಗೆ ಪೌಷ್ಟಿಕ ಆಹಾರ ವಿತರಣೆ, ಗರ್ಭಿಣಿಯರ ಆರೋಗ್ಯ ತಪಾಸಣೆ ಸೇರಿದಂತೆ ಹಲವು ಜವಾಬ್ದಾರಿಗಳನ್ನು ನಿರ್ವಹಿಸುತ್ತಿದ್ದೇವೆ. ಆದರೆ ನಮಗೆ ಸರಿಯಾದ ವೇತನ ಸಿಗುತ್ತಿಲ್ಲ ಎಂದು ಕಾರ್ಯಕರ್ತೆಯರು ಅಳಲು ತೋಡಿಕೊಂಡಿದ್ದಾರೆ. bbox=[712, 1082, 925, 1111]
anganwadi-author: ಸಂಧ್ಯಾ ಎಸ್. bbox=[198, 1029, 690, 1040]
anganwadi-para-0: ಮೂರು ತಿಂಗಳಿಂದ ವೇತನ ಸಿಗದೆ ಅಂಗನವಾಡಿ ಕಾರ್ಯಕರ್ತೆಯರು ಸಂಕಷ್ಟಕ್ಕೆ ಸಿಲುಕಿದ್ದಾರೆ. ಜೀವನ ನಿರ್ವಹಣೆಗೆ ಪರದಾಡುವ ಸ್ಥಿತಿ ನಿರ್ಮಾಣವಾಗಿದೆ. bbox=[198, 1044, 346, 1073]
